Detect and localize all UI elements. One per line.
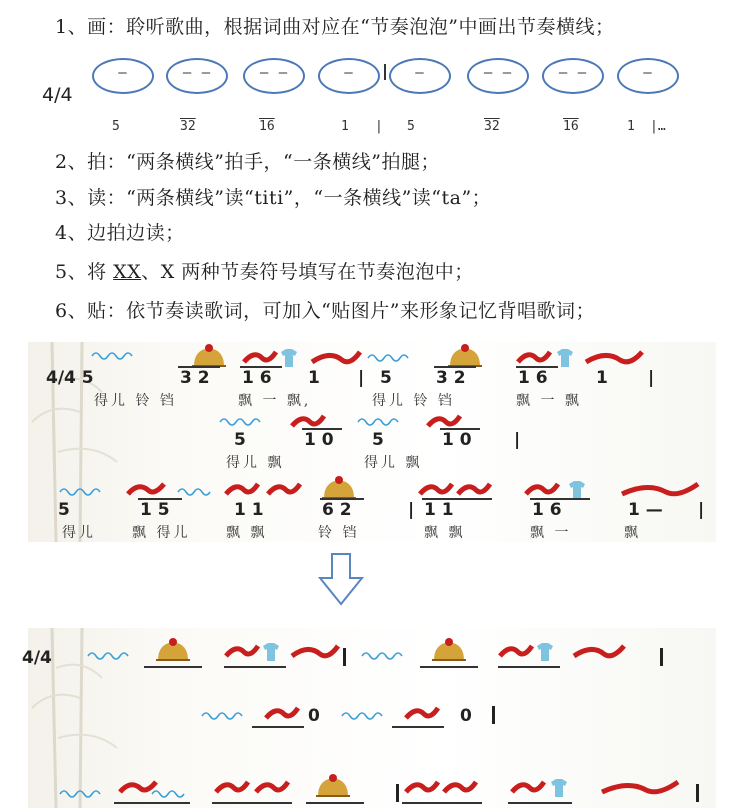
step-5-suffix: 、X 两种节奏符号填写在节奏泡泡中； — [141, 261, 474, 283]
note-number: 1 — [627, 119, 635, 134]
score-measure: 1 5 — [140, 500, 170, 520]
rhythm-bubble[interactable]: — — — [166, 58, 228, 94]
shirt-icon — [260, 642, 282, 662]
wavy-line-icon — [340, 710, 386, 722]
lyric: 飘 — [624, 525, 641, 541]
rhythm-underline — [306, 802, 364, 804]
ribbon-icon — [442, 778, 478, 798]
score-barline: | — [408, 500, 415, 520]
rhythm-underline — [402, 802, 482, 804]
score-measure: 1 0 — [442, 430, 472, 450]
score-barline: | — [698, 500, 705, 520]
rhythm-bubble-row — [0, 48, 733, 138]
wavy-line-icon — [218, 416, 264, 428]
rhythm-bubble[interactable]: — — — [243, 58, 305, 94]
ribbon-icon — [126, 480, 166, 500]
rhythm-underline — [498, 666, 560, 668]
shirt-icon — [278, 348, 300, 368]
score-meter: 4/4 — [22, 648, 52, 668]
ribbon-icon — [584, 348, 644, 368]
note-beam — [138, 498, 182, 500]
note-beam — [422, 498, 492, 500]
wavy-line-icon — [86, 650, 132, 662]
note-end: |… — [650, 119, 666, 134]
lyric: 飘 一 — [530, 525, 572, 541]
step-3-read: 3、读：“两条横线”读“titi”，“一条横线”读“ta”； — [55, 187, 492, 209]
rhythm-underline — [114, 802, 190, 804]
ribbon-icon — [600, 778, 680, 798]
bell-icon — [152, 638, 194, 664]
lyric: 飘 一 飘 — [516, 393, 582, 409]
score-measure: 1 6 — [532, 500, 562, 520]
ribbon-icon — [456, 480, 492, 500]
note-number: 16 — [563, 119, 579, 134]
wavy-line-icon — [200, 710, 246, 722]
score-barline: | — [358, 368, 365, 388]
ribbon-icon — [264, 704, 300, 724]
wavy-line-icon — [360, 650, 406, 662]
note-number: 5 — [407, 119, 415, 134]
rhythm-underline — [392, 726, 444, 728]
note-number: 16 — [259, 119, 275, 134]
wavy-line-icon — [366, 352, 412, 364]
ribbon-icon — [620, 480, 700, 500]
step-5-prefix: 5、将 — [55, 261, 114, 283]
down-arrow-icon — [318, 552, 364, 606]
wavy-line-icon — [150, 788, 186, 800]
ribbon-icon — [266, 480, 302, 500]
step-6-stick: 6、贴：依节奏读歌词，可加入“贴图片”来形象记忆背唱歌词； — [55, 300, 596, 322]
shirt-icon — [554, 348, 576, 368]
note-beam — [240, 366, 282, 368]
note-beam — [302, 428, 342, 430]
ribbon-icon — [310, 348, 362, 368]
rest-zero: 0 — [308, 706, 320, 726]
wavy-line-icon — [176, 486, 212, 498]
ribbon-icon — [242, 348, 278, 368]
score-measure: 1 6 — [518, 368, 548, 388]
score-measure: 1 — [596, 368, 608, 388]
ribbon-icon — [404, 704, 440, 724]
rhythm-underline — [508, 802, 572, 804]
note-beam — [320, 498, 364, 500]
rhythm-underline — [252, 726, 304, 728]
note-beam — [434, 366, 476, 368]
rhythm-bubble[interactable]: — — [389, 58, 451, 94]
lyric: 飘 一 飘, — [238, 393, 312, 409]
note-number: 5 — [112, 119, 120, 134]
score-meter-start: 4/4 5 — [46, 368, 94, 388]
ribbon-icon — [418, 480, 454, 500]
rhythm-bubble[interactable]: — — — [467, 58, 529, 94]
score-barline — [343, 648, 346, 666]
score-measure: 1 0 — [304, 430, 334, 450]
score-measure: 6 2 — [322, 500, 352, 520]
note-number: 32 — [484, 119, 500, 134]
score-measure: 1 1 — [424, 500, 454, 520]
ribbon-icon — [290, 642, 340, 662]
lyric: 得儿 铃 铛 — [372, 393, 455, 409]
score-measure: 5 — [380, 368, 392, 388]
wavy-line-icon — [58, 788, 104, 800]
note-beam — [440, 428, 480, 430]
ribbon-icon — [498, 642, 534, 662]
ribbon-icon — [524, 480, 560, 500]
score-barline — [396, 784, 399, 802]
score-with-pictures — [22, 628, 716, 808]
lyric: 铃 铛 — [318, 525, 360, 541]
ribbon-icon — [510, 778, 546, 798]
rhythm-underline — [212, 802, 292, 804]
step-4-clap-read: 4、边拍边读； — [55, 222, 185, 244]
ribbon-icon — [254, 778, 290, 798]
score-barline: | — [648, 368, 655, 388]
time-signature: 4/4 — [42, 84, 73, 106]
wavy-line-icon — [58, 486, 104, 498]
rhythm-underline — [420, 666, 478, 668]
score-barline — [660, 648, 663, 666]
rhythm-underline — [144, 666, 202, 668]
bell-icon — [312, 774, 354, 800]
note-beam — [178, 366, 220, 368]
note-beam — [530, 498, 590, 500]
wavy-line-icon — [356, 416, 402, 428]
score-measure: 1 — [308, 368, 320, 388]
score-measure: 1 — — [628, 500, 663, 520]
rhythm-symbol-xx: XX — [113, 261, 142, 283]
note-number: 32 — [180, 119, 196, 134]
lyric: 得儿 飘 — [226, 455, 285, 471]
ribbon-icon — [572, 642, 626, 662]
lyric: 飘 飘 — [226, 525, 268, 541]
note-number: 1 — [341, 119, 349, 134]
shirt-icon — [548, 778, 570, 798]
note-beam — [516, 366, 558, 368]
ribbon-icon — [224, 480, 260, 500]
step-1-draw: 1、画：聆听歌曲，根据词曲对应在“节奏泡泡”中画出节奏横线； — [55, 16, 615, 38]
shirt-icon — [566, 480, 588, 500]
bell-icon — [428, 638, 470, 664]
step-2-clap: 2、拍：“两条横线”拍手，“一条横线”拍腿； — [55, 151, 440, 173]
rhythm-bubble[interactable]: — — [318, 58, 380, 94]
rhythm-bubble[interactable]: — — [617, 58, 679, 94]
lyric: 飘 飘 — [424, 525, 466, 541]
score-barline — [492, 706, 495, 724]
lyric: 得儿 铃 铛 — [94, 393, 177, 409]
score-measure: 5 — [58, 500, 70, 520]
lyric: 得儿 飘 — [364, 455, 423, 471]
note-barline: | — [375, 119, 383, 134]
score-with-numbers — [28, 342, 716, 542]
ribbon-icon — [224, 642, 260, 662]
rhythm-underline — [224, 666, 286, 668]
score-measure: 5 — [234, 430, 246, 450]
score-barline — [696, 784, 699, 802]
ribbon-icon — [516, 348, 552, 368]
bubble-barline — [384, 64, 386, 80]
score-barline: | — [514, 430, 521, 450]
score-measure: 1 6 — [242, 368, 272, 388]
rhythm-bubble[interactable]: — — — [542, 58, 604, 94]
ribbon-icon — [404, 778, 440, 798]
rest-zero: 0 — [460, 706, 472, 726]
lyric: 得儿 — [62, 525, 96, 541]
score-measure: 3 2 — [180, 368, 210, 388]
rhythm-bubble[interactable]: — — [92, 58, 154, 94]
step-5-fill — [55, 257, 474, 284]
lyric: 飘 得儿 — [132, 525, 191, 541]
ribbon-icon — [214, 778, 250, 798]
shirt-icon — [534, 642, 556, 662]
score-measure: 3 2 — [436, 368, 466, 388]
score-measure: 5 — [372, 430, 384, 450]
wavy-line-icon — [90, 350, 136, 362]
score-measure: 1 1 — [234, 500, 264, 520]
